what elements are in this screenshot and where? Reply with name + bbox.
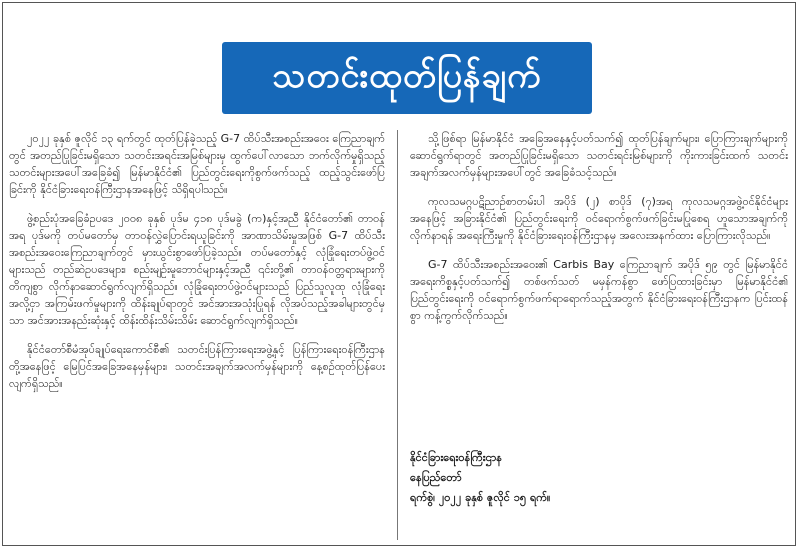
right-column xyxy=(410,130,788,336)
page-title: သတင်းထုတ်ပြန်ချက် xyxy=(272,55,542,96)
header-banner xyxy=(7,6,791,126)
issue-date: ရက်စွဲ၊ ၂၀၂၂ ခုနှစ် ဇူလိုင် ၁၅ ရက်။ xyxy=(410,491,551,504)
left-column xyxy=(9,130,385,404)
paragraph: ဖွဲ့စည်းပုံအခြေခံဥပဒေ ၂၀၀၈ ခုနှစ် ပုဒ်မ ၄၁၈ ပုဒ်မခွဲ (က)နှင့်အညီ နိုင်ငံတော်၏ တာဝန်အရ ပုဒ်မကို တပ်မတော်မှ တာဝန်လွှဲပြောင်းရယူခြင်းကို အာဏာသိမ်းမှုအဖြစ် G-7 ထိပ်သီးအစည်းအဝေးကြေညာချက်တွင် မှားယွင်းစွာဖော်ပြခဲ့သည်။ တပ်မတော်နှင့် လုံခြုံရေးတပ်ဖွဲ့ဝင်များသည် တည်ဆဲဥပဒေများ၊ စည်းမျဉ်းမူဘောင်များနှင့်အညီ ၎င်းတို့၏ တာဝန်ဝတ္တရားများကို တိကျစွာ လိုက်နာဆောင်ရွက်လျက်ရှိသည်။ လုံခြုံရေးတပ်ဖွဲ့ဝင်များသည် ပြည်သူလူထု လုံခြုံရေးအလို့ငှာ အကြမ်းဖက်မှုများကို ထိန်းချုပ်ရာတွင် အင်အားအသုံးပြုရန် လိုအပ်သည့်အခါများတွင်မှသာ အင်အားအနည်းဆုံးနှင့် ထိန်းထိန်းသိမ်းသိမ်း ဆောင်ရွက်လျက်ရှိသည်။ xyxy=(9,212,385,327)
paragraph: ၂၀၂၂ ခုနှစ် ဇူလိုင် ၁၃ ရက်တွင် ထုတ်ပြန်ခဲ့သည့် G-7 ထိပ်သီးအစည်းအဝေး ကြေညာချက်တွင် အတည်ပြုခြင်းမရှိသော သတင်းအရင်းအမြစ်များမှ ထွက်ပေါ်လာသော ဘက်လိုက်မှုရှိသည့် သတင်းများအပေါ်အခြေခံ၍ မြန်မာနိုင်ငံ၏ ပြည်တွင်းရေးကိုစွက်ဖက်သည့် ထည့်သွင်းဖော်ပြခြင်းကို နိုင်ငံခြားရေးဝန်ကြီးဌာနအနေဖြင့် သိရှိရပါသည်။ xyxy=(9,132,385,196)
paragraph: သို့ဖြစ်ရာ မြန်မာနိုင်ငံ အခြေအနေနှင့်ပတ်သက်၍ ထုတ်ပြန်ချက်များ၊ ပြောကြားချက်များကို ဆောင်ရွက်ရာတွင် အတည်ပြုခြင်းမရှိသော သတင်းရင်းမြစ်များကို ကိုးကားခြင်းထက် သတင်းအချက်အလက်မှန်များအပေါ်တွင် အခြေခံသင့်သည်။ xyxy=(410,132,788,179)
paragraph: ကုလသမဂ္ဂပဋိညာဉ်စာတမ်းပါ အပိုဒ် (၂) စာပိုဒ် (၇)အရ ကုလသမဂ္ဂအဖွဲ့ဝင်နိုင်ငံများအနေဖြင့် အခြားနိုင်ငံ၏ ပြည်တွင်းရေးကို ဝင်ရောက်စွက်ဖက်ခြင်းမပြုစေရ ဟူသောအချက်ကို လိုက်နာရန် အရေးကြီးမှုကို နိုင်ငံခြားရေးဝန်ကြီးဌာနမှ အလေးအနက်ထား ပြောကြားလိုသည်။ xyxy=(410,195,788,242)
paragraph: နိုင်ငံတော်စီမံအုပ်ချုပ်ရေးကောင်စီ၏ သတင်းပြန်ကြားရေးအဖွဲ့နှင့် ပြန်ကြားရေးဝန်ကြီးဌာနတို့အနေဖြင့် မြေပြင်အခြေအနေမှန်များ၊ သတင်းအချက်အလက်မှန်များကို နေ့စဉ်ထုတ်ပြန်ပေးလျက်ရှိသည်။ xyxy=(9,343,385,390)
signature-block xyxy=(410,448,788,508)
place-name: နေပြည်တော် xyxy=(410,471,462,484)
ministry-name: နိုင်ငံခြားရေးဝန်ကြီးဌာန xyxy=(410,451,502,464)
column-divider xyxy=(397,130,398,540)
paragraph: G-7 ထိပ်သီးအစည်းအဝေး၏ Carbis Bay ကြေညာချက် အပိုဒ် ၅၉ တွင် မြန်မာနိုင်ငံ အရေးကိစ္စနှင့်ပတ်သက်၍ တစ်ဖက်သတ် မမှန်ကန်စွာ ဖော်ပြထားခြင်းမှာ မြန်မာနိုင်ငံ၏ ပြည်တွင်းရေးကို ဝင်ရောက်စွက်ဖက်ရာရောက်သည့်အတွက် နိုင်ငံခြားရေးဝန်ကြီးဌာနက ပြင်းထန်စွာ ကန့်ကွက်လိုက်သည်။ xyxy=(410,258,788,322)
title-box xyxy=(222,42,592,114)
